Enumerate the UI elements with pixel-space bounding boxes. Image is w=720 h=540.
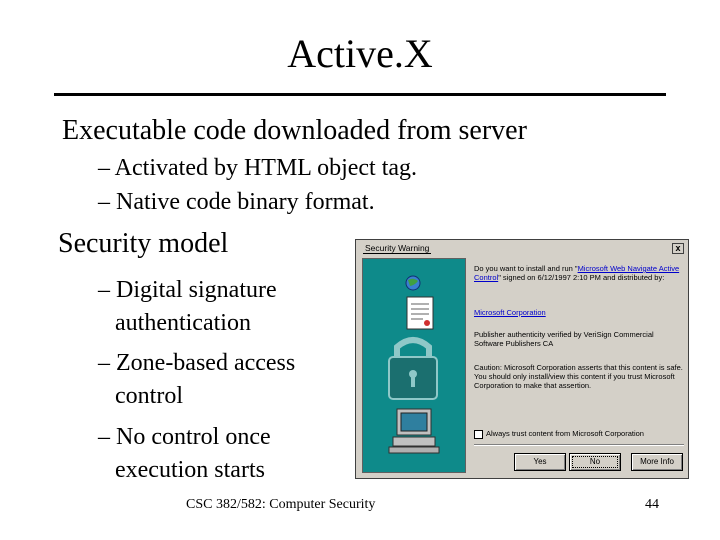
security-warning-dialog xyxy=(355,239,689,479)
always-trust-label: Always trust content from Microsoft Corporation xyxy=(486,429,644,438)
no-button[interactable]: No xyxy=(569,453,621,471)
dialog-separator xyxy=(474,444,684,446)
bullet-executable-code: Executable code downloaded from server xyxy=(62,115,527,146)
footer-course: CSC 382/582: Computer Security xyxy=(186,497,376,512)
close-icon[interactable]: x xyxy=(672,243,684,254)
publisher-link[interactable] xyxy=(474,308,684,317)
title-divider xyxy=(54,93,666,96)
security-illustration xyxy=(362,258,466,473)
sub-bullet-activated: – Activated by HTML object tag. xyxy=(98,155,418,181)
publisher-link-text[interactable]: Microsoft Corporation xyxy=(474,308,546,317)
slide-title: Active.X xyxy=(287,31,433,76)
bullet-security-model: Security model xyxy=(58,228,229,259)
prompt-text-cont: " signed on 6/12/1997 2:10 PM and distributed by: xyxy=(498,273,665,282)
sub-bullet-zone-based: – Zone-based access xyxy=(98,350,296,376)
yes-button[interactable]: Yes xyxy=(514,453,566,471)
sub-bullet-digital-signature: – Digital signature xyxy=(98,277,277,303)
install-prompt xyxy=(474,264,684,282)
sub-bullet-no-control: – No control once xyxy=(98,424,271,450)
page-number: 44 xyxy=(645,497,659,512)
always-trust-checkbox[interactable] xyxy=(474,430,483,439)
sub-bullet-no-control-cont: execution starts xyxy=(115,457,265,483)
dialog-titlebar xyxy=(358,242,686,254)
sub-bullet-digital-signature-cont: authentication xyxy=(115,310,251,336)
prompt-text: Do you want to install and run " xyxy=(474,264,578,273)
control-name-link[interactable]: Microsoft Web Navigate Active Control xyxy=(474,264,680,282)
sub-bullet-zone-based-cont: control xyxy=(115,383,183,409)
caution-text: Caution: Microsoft Corporation asserts that this content is safe. You should only install/view this content if you trust Microsoft Corporation to make that assertion. xyxy=(474,363,683,390)
sub-bullet-native-code: – Native code binary format. xyxy=(98,189,375,215)
more-info-button[interactable]: More Info xyxy=(631,453,683,471)
certificate-lock-computer-icon xyxy=(363,259,465,472)
authenticity-text: Publisher authenticity verified by VeriSign Commercial Software Publishers CA xyxy=(474,330,654,348)
dialog-title: Security Warning xyxy=(365,243,430,253)
